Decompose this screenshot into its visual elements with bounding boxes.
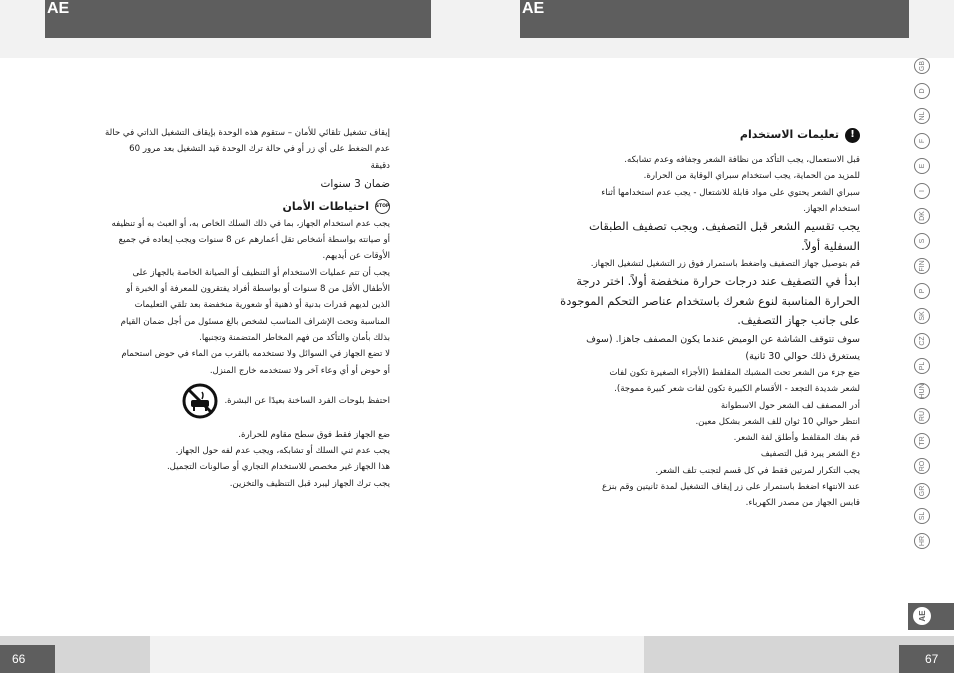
left-header-label: AE <box>47 0 70 17</box>
instructions-title: تعليمات الاستخدام <box>739 128 839 141</box>
language-tab-ru[interactable]: RU <box>914 408 930 424</box>
language-tab-e[interactable]: E <box>914 158 930 174</box>
language-tab-f[interactable]: F <box>914 133 930 149</box>
right-header-label: AE <box>522 0 545 17</box>
instruction-line: عند الانتهاء اضغط باستمرار على زر إيقاف التشغيل لمدة ثانيتين وقم بنزع <box>602 482 860 493</box>
safety-line: الذين لديهم قدرات بدنية أو ذهنية أو شعورية منخفضة بعد تلقي التعليمات <box>134 300 390 311</box>
instruction-emphasis: على جانب جهاز التصفيف. <box>737 313 860 328</box>
left-page-number <box>0 645 55 673</box>
language-tab-ae-active[interactable]: AE <box>913 607 931 625</box>
language-tab-hr[interactable]: HR <box>914 533 930 549</box>
instruction-emphasis: السفلية أولاً. <box>801 238 860 253</box>
language-tab-i[interactable]: I <box>914 183 930 199</box>
language-tab-s[interactable]: S <box>914 233 930 249</box>
safety-title: احتياطات الأمان <box>282 199 369 213</box>
instruction-emphasis: الحرارة المناسبة لنوع شعرك باستخدام عناصر التحكم الموجودة <box>560 293 860 308</box>
instruction-line: دع الشعر يبرد قبل التصفيف <box>760 449 860 460</box>
instructions-heading <box>555 126 860 144</box>
instruction-line: يستغرق ذلك حوالي 30 ثانية) <box>745 350 860 362</box>
safety-line: الأوقات عن أيديهم. <box>322 251 390 262</box>
right-page-column <box>555 126 860 512</box>
language-tab-hun[interactable]: HUN <box>914 383 930 399</box>
left-header-bar <box>45 0 431 38</box>
warranty-text: ضمان 3 سنوات <box>320 177 390 190</box>
safety-line: يجب أن تتم عمليات الاستخدام أو التنظيف أو الصيانة الخاصة بالجهاز على <box>132 267 390 278</box>
instruction-line: لشعر شديدة التجعد - الأقسام الكبيرة تكون لفات شعر كبيرة مموجة). <box>614 384 860 395</box>
language-strip <box>911 58 933 558</box>
final-line: ضع الجهاز فقط فوق سطح مقاوم للحرارة. <box>238 429 390 440</box>
instruction-emphasis: ابدأ في التصفيف عند درجات حرارة منخفضة أولاً. اختر درجة <box>576 274 860 289</box>
language-tab-d[interactable]: D <box>914 83 930 99</box>
warning-icon: ! <box>845 128 860 143</box>
language-tab-nl[interactable]: NL <box>914 108 930 124</box>
instruction-line: قبل الاستعمال، يجب التأكد من نظافة الشعر وجفافه وعدم تشابكه. <box>624 155 860 165</box>
safety-line: أو صيانته بواسطة أشخاص تقل أعمارهم عن 8 سنوات ويجب إبعاده في جميع <box>118 235 390 246</box>
language-tab-sl[interactable]: SL <box>914 508 930 524</box>
final-line: يجب ترك الجهاز ليبرد قبل التنظيف والتخزين. <box>229 478 390 489</box>
language-tab-gr[interactable]: GR <box>914 483 930 499</box>
language-tab-gb[interactable]: GB <box>914 58 930 74</box>
intro-line: دقيقة <box>370 160 390 171</box>
safety-line: يجب عدم استخدام الجهاز، بما في ذلك السلك الخاص به، أو العبث به أو تنظيفه <box>111 218 390 229</box>
instruction-emphasis: يجب تقسيم الشعر قبل التصفيف. ويجب تصفيف الطبقات <box>588 219 860 234</box>
safety-heading <box>85 198 390 216</box>
instruction-line: أدر المصفف لف الشعر حول الاسطوانة <box>720 400 860 411</box>
left-page-column <box>85 125 390 492</box>
intro-line: إيقاف تشغيل تلقائي للأمان – ستقوم هذه الوحدة بإيقاف التشغيل الذاتي في حالة <box>105 128 390 138</box>
language-tab-dk[interactable]: DK <box>914 208 930 224</box>
stop-icon: STOP <box>375 199 390 214</box>
right-page-number-text: 67 <box>925 652 939 666</box>
instruction-line: قابس الجهاز من مصدر الكهرباء. <box>745 498 860 509</box>
hot-plates-line: احتفظ بلوحات الفرد الساخنة بعيدًا عن البشرة. <box>224 395 390 406</box>
right-page-number <box>899 645 954 673</box>
safety-line: الأطفال الأقل من 8 سنوات أو بواسطة أفراد يفتقرون للمعرفة أو الخبرة أو <box>126 284 390 295</box>
instruction-line: يجب التكرار لمرتين فقط في كل قسم لتجنب تلف الشعر. <box>655 465 860 476</box>
right-header-bar <box>520 0 909 38</box>
final-line: يجب عدم ثني السلك أو تشابكه، ويجب عدم لفه حول الجهاز. <box>175 446 390 457</box>
language-tab-p[interactable]: P <box>914 283 930 299</box>
no-bath-icon <box>182 383 218 419</box>
safety-line: بذلك بأمان والتأكد من فهم المخاطر المتضمنة وتجنبها. <box>199 332 390 343</box>
safety-line: لا تضع الجهاز في السوائل ولا تستخدمه بالقرب من الماء في حوض استحمام <box>121 349 390 360</box>
safety-line: أو حوض أو أي وعاء آخر ولا تستخدمه خارج المنزل. <box>209 365 390 376</box>
instruction-line: قم بتوصيل جهاز التصفيف واضغط باستمرار فوق زر التشغيل لتشغيل الجهاز. <box>590 259 860 270</box>
language-tab-cz[interactable]: CZ <box>914 333 930 349</box>
final-line: هذا الجهاز غير مخصص للاستخدام التجاري أو صالونات التجميل. <box>166 462 390 473</box>
language-tab-fin[interactable]: FIN <box>914 258 930 274</box>
instruction-line: ضع جزء من الشعر تحت المشبك المقلفط (الأجزاء الصغيرة تكون لفات <box>609 367 860 378</box>
instruction-line: سبراي الشعر يحتوي على مواد قابلة للاشتعال - يجب عدم استخدامها أثناء <box>601 187 860 198</box>
instruction-line: سوف تتوقف الشاشة عن الوميض عندما يكون المصفف جاهزا. (سوف <box>586 333 860 345</box>
intro-line: عدم الضغط على أي زر أو في حالة ترك الوحدة قيد التشغيل بعد مرور 60 <box>129 144 390 155</box>
instruction-line: استخدام الجهاز. <box>803 203 860 214</box>
instruction-line: انتظر حوالي 10 ثوان للف الشعر بشكل معين. <box>695 416 860 427</box>
instruction-line: للمزيد من الحماية، يجب استخدام سبراي الوقاية من الحرارة. <box>643 171 860 182</box>
language-tab-sk[interactable]: SK <box>914 308 930 324</box>
language-tab-pl[interactable]: PL <box>914 358 930 374</box>
language-tab-ro[interactable]: RO <box>914 458 930 474</box>
safety-line: المناسبة وتحت الإشراف المناسب لشخص بالغ مسئول من أجل ضمان القيام <box>120 316 390 327</box>
left-page-number-text: 66 <box>12 652 26 666</box>
no-bath-row <box>85 383 390 419</box>
language-tab-tr[interactable]: TR <box>914 433 930 449</box>
instruction-line: قم بفك المقلفط وأطلق لفة الشعر. <box>733 433 860 444</box>
